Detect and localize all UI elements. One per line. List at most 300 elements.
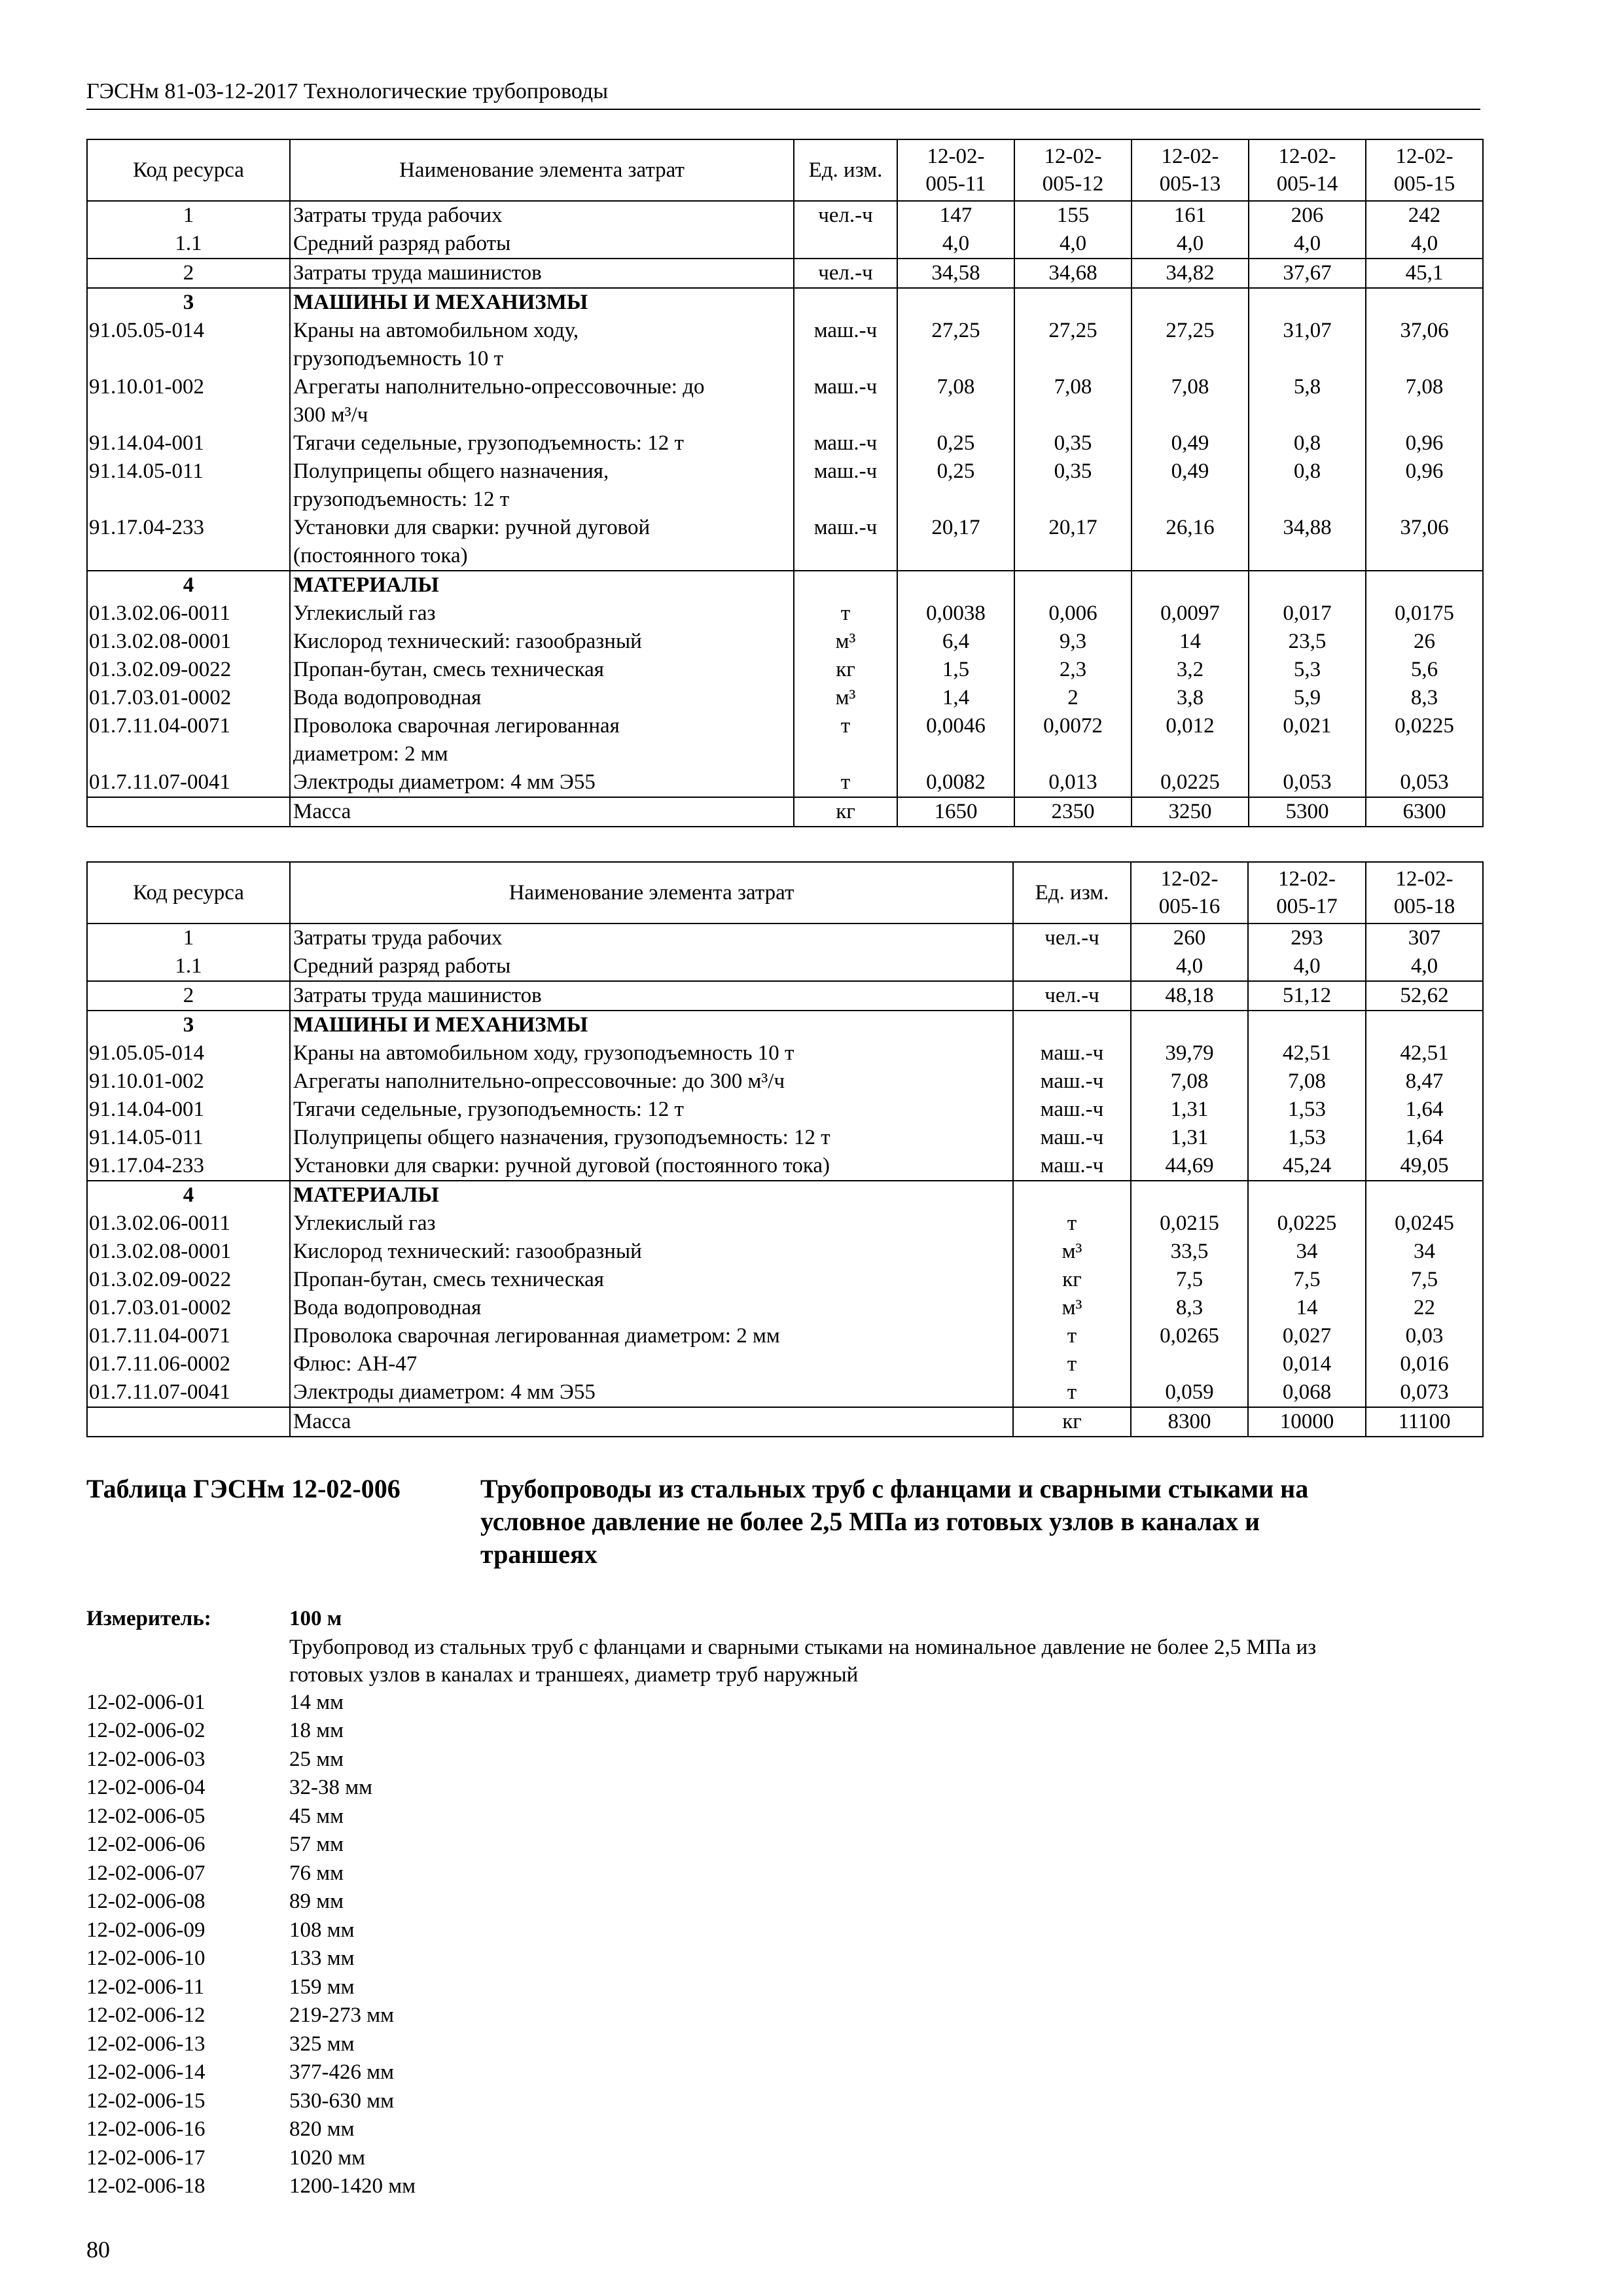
cell-cost-element-line: 300 м³/ч	[293, 403, 368, 427]
cell-unit: чел.-ч	[794, 259, 897, 288]
header-rate-code-line: 12-02-	[1161, 145, 1219, 168]
table-row	[87, 1322, 1483, 1350]
cell-resource-code: 91.10.01-002	[87, 1067, 290, 1096]
cell-value: 0,0175	[1366, 600, 1483, 628]
header-rate-code-line: 12-02-	[927, 145, 985, 168]
cell-resource-code: 91.10.01-002	[87, 373, 290, 429]
cell-cost-element-line: грузоподъемность 10 т	[293, 347, 504, 370]
cell-cost-element	[290, 1407, 1013, 1437]
cell-unit: т	[794, 712, 897, 768]
meter-item-code: 12-02-006-11	[86, 1975, 205, 1999]
cell-value: 307	[1366, 924, 1483, 952]
cell-cost-element-line: Затраты труда машинистов	[293, 984, 542, 1007]
table-row	[87, 317, 1483, 373]
cell-value: 34,82	[1132, 259, 1249, 288]
meter-item-code: 12-02-006-15	[86, 2089, 205, 2113]
meter-description	[289, 1634, 1487, 1689]
cell-value: 7,5	[1131, 1266, 1248, 1294]
cell-resource-code: 91.17.04-233	[87, 514, 290, 571]
cell-cost-element-line: Пропан-бутан, смесь техническая	[293, 1268, 604, 1291]
cell-cost-element-line: Агрегаты наполнительно-опрессовочные: до 300 м³/ч	[293, 1069, 785, 1093]
running-header: ГЭСНм 81-03-12-2017 Технологические трубопроводы	[86, 77, 1480, 110]
cell-resource-code: 01.3.02.06-0011	[87, 1210, 290, 1238]
cell-resource-code: 1.1	[87, 230, 290, 259]
header-rate-code-line: 12-02-	[1395, 867, 1454, 891]
cell-cost-element-line: Средний разряд работы	[293, 232, 511, 255]
meter-items-list	[86, 1689, 1487, 2201]
cell-value: 5300	[1249, 797, 1366, 827]
cell-unit: маш.-ч	[1013, 1124, 1131, 1152]
cell-unit: кг	[794, 797, 897, 827]
meter-item-diameter: 14 мм	[289, 1690, 344, 1714]
cell-cost-element	[290, 1322, 1013, 1350]
cell-value: 147	[897, 201, 1014, 230]
cell-cost-element	[290, 1181, 1013, 1210]
table-header-row	[87, 139, 1483, 201]
cell-value: 8,47	[1366, 1067, 1483, 1096]
header-rate-code	[1249, 139, 1366, 201]
cell-value: 0,8	[1249, 457, 1366, 514]
table-row	[87, 1039, 1483, 1067]
meter-item	[86, 1689, 1487, 1717]
cell-value: 7,5	[1248, 1266, 1366, 1294]
table-row	[87, 429, 1483, 457]
cell-cost-element-line: Вода водопроводная	[293, 1296, 482, 1319]
meter-item-diameter: 57 мм	[289, 1833, 344, 1856]
cell-cost-element	[290, 1266, 1013, 1294]
header-code: Код ресурса	[87, 862, 290, 924]
cell-resource-code: 1.1	[87, 952, 290, 981]
table-row	[87, 373, 1483, 429]
cell-cost-element-line: грузоподъемность: 12 т	[293, 488, 510, 511]
cell-value: 42,51	[1366, 1039, 1483, 1067]
meter-item	[86, 1945, 1487, 1973]
header-rate-code-line: 005-13	[1159, 172, 1221, 196]
cell-cost-element-line: Средний разряд работы	[293, 954, 511, 978]
meter-item-diameter: 108 мм	[289, 1918, 355, 1942]
cell-resource-code: 3	[87, 1011, 290, 1039]
meter-item-code: 12-02-006-03	[86, 1747, 205, 1771]
table-caption-title	[480, 1473, 1488, 1571]
cell-cost-element	[290, 1350, 1013, 1378]
cell-cost-element-line: Агрегаты наполнительно-опрессовочные: до	[293, 375, 705, 399]
table-row	[87, 656, 1483, 684]
cell-cost-element-line: Электроды диаметром: 4 мм Э55	[293, 1380, 596, 1404]
cell-value: 0,013	[1014, 768, 1132, 797]
cell-cost-element-line: Вода водопроводная	[293, 686, 482, 709]
cell-value: 33,5	[1131, 1238, 1248, 1266]
cell-value	[1366, 1181, 1483, 1210]
cell-value: 0,006	[1014, 600, 1132, 628]
meter-item-diameter: 530-630 мм	[289, 2089, 395, 2113]
cell-value: 45,1	[1366, 259, 1483, 288]
cell-resource-code: 91.05.05-014	[87, 1039, 290, 1067]
cell-cost-element-line: Затраты труда рабочих	[293, 204, 503, 227]
table-caption-title-line: Трубопроводы из стальных труб с фланцами и сварными стыками на	[480, 1474, 1309, 1503]
cell-value: 7,08	[1014, 373, 1132, 429]
cell-cost-element-line: Установки для сварки: ручной дуговой (постоянного тока)	[293, 1154, 830, 1177]
table-row	[87, 981, 1483, 1011]
meter-description-line: Трубопровод из стальных труб с фланцами и сварными стыками на номинальное давление не более 2,5 МПа из	[289, 1635, 1317, 1659]
cell-value: 0,027	[1248, 1322, 1366, 1350]
header-rate-code	[1131, 862, 1248, 924]
table-row	[87, 1011, 1483, 1039]
cell-value: 0,25	[897, 429, 1014, 457]
header-rate-code-line: 005-18	[1393, 895, 1455, 918]
header-name: Наименование элемента затрат	[290, 139, 794, 201]
cell-value: 260	[1131, 924, 1248, 952]
cell-unit	[1013, 1181, 1131, 1210]
cell-cost-element	[290, 1124, 1013, 1152]
table-row	[87, 1294, 1483, 1322]
header-rate-code	[1366, 862, 1483, 924]
cell-value: 37,06	[1366, 514, 1483, 571]
cell-value	[1131, 1350, 1248, 1378]
cell-value: 34	[1366, 1238, 1483, 1266]
cell-cost-element	[290, 1096, 1013, 1124]
cell-value: 8,3	[1131, 1294, 1248, 1322]
cell-unit: маш.-ч	[794, 514, 897, 571]
cell-value: 0,0225	[1248, 1210, 1366, 1238]
cell-value: 8300	[1131, 1407, 1248, 1437]
cell-value	[1014, 571, 1132, 600]
header-unit: Ед. изм.	[1013, 862, 1131, 924]
cell-value	[1132, 571, 1249, 600]
cell-value: 5,6	[1366, 656, 1483, 684]
cell-value: 293	[1248, 924, 1366, 952]
meter-item	[86, 1803, 1487, 1831]
cell-value: 0,017	[1249, 600, 1366, 628]
cell-cost-element	[290, 600, 794, 628]
table-row	[87, 684, 1483, 712]
cell-value: 27,25	[897, 317, 1014, 373]
meter-item-code: 12-02-006-04	[86, 1776, 205, 1799]
cell-cost-element	[290, 288, 794, 317]
cell-value: 34,58	[897, 259, 1014, 288]
header-unit: Ед. изм.	[794, 139, 897, 201]
cell-value	[897, 571, 1014, 600]
cell-cost-element-line: Краны на автомобильном ходу,	[293, 319, 579, 342]
cell-cost-element-line: Затраты труда рабочих	[293, 926, 503, 950]
table-header-row	[87, 862, 1483, 924]
meter-item-diameter: 25 мм	[289, 1747, 344, 1771]
cell-value: 42,51	[1248, 1039, 1366, 1067]
cell-value: 0,35	[1014, 429, 1132, 457]
cell-value: 37,06	[1366, 317, 1483, 373]
cell-unit	[794, 571, 897, 600]
cell-unit	[794, 230, 897, 259]
meter-item-code: 12-02-006-05	[86, 1804, 205, 1828]
cell-cost-element	[290, 797, 794, 827]
meter-item-code: 12-02-006-10	[86, 1946, 205, 1970]
header-rate-code-line: 005-12	[1042, 172, 1104, 196]
cell-cost-element	[290, 259, 794, 288]
cell-value: 2,3	[1014, 656, 1132, 684]
cell-value: 0,059	[1131, 1378, 1248, 1407]
cell-value: 0,016	[1366, 1350, 1483, 1378]
cell-value: 34	[1248, 1238, 1366, 1266]
cell-value: 0,96	[1366, 457, 1483, 514]
meter-item-diameter: 820 мм	[289, 2117, 355, 2141]
meter-item	[86, 2144, 1487, 2173]
header-rate-code-line: 005-11	[925, 172, 986, 196]
table-row	[87, 712, 1483, 768]
cell-resource-code: 91.14.05-011	[87, 1124, 290, 1152]
table-row	[87, 1067, 1483, 1096]
cell-value: 20,17	[1014, 514, 1132, 571]
cell-value: 23,5	[1249, 628, 1366, 656]
cell-resource-code: 1	[87, 201, 290, 230]
meter-item	[86, 2115, 1487, 2144]
cell-cost-element-line: Электроды диаметром: 4 мм Э55	[293, 770, 596, 794]
cell-cost-element-line: Полуприцепы общего назначения, грузоподъемность: 12 т	[293, 1126, 830, 1149]
cell-resource-code: 01.7.03.01-0002	[87, 1294, 290, 1322]
header-rate-code-line: 12-02-	[1278, 145, 1336, 168]
cell-cost-element-line: МАТЕРИАЛЫ	[293, 573, 439, 597]
meter-item	[86, 2087, 1487, 2116]
cell-cost-element	[290, 1152, 1013, 1181]
cell-value: 9,3	[1014, 628, 1132, 656]
cell-value: 161	[1132, 201, 1249, 230]
table-row	[87, 1238, 1483, 1266]
cell-cost-element-line: МАТЕРИАЛЫ	[293, 1183, 439, 1207]
table-row	[87, 1096, 1483, 1124]
cell-value: 0,0265	[1131, 1322, 1248, 1350]
table-row	[87, 571, 1483, 600]
cell-value: 51,12	[1248, 981, 1366, 1011]
cell-value: 0,0072	[1014, 712, 1132, 768]
cell-resource-code	[87, 1407, 290, 1437]
cell-resource-code: 01.3.02.09-0022	[87, 656, 290, 684]
meter-item	[86, 2058, 1487, 2087]
cell-unit: т	[1013, 1210, 1131, 1238]
cell-value: 48,18	[1131, 981, 1248, 1011]
cell-value	[1131, 1011, 1248, 1039]
meter-item	[86, 1888, 1487, 1916]
table-row	[87, 230, 1483, 259]
cell-cost-element-line: Тягачи седельные, грузоподъемность: 12 т	[293, 431, 684, 455]
meter-description-line: готовых узлов в каналах и траншеях, диаметр труб наружный	[289, 1662, 859, 1687]
cell-value: 7,08	[1366, 373, 1483, 429]
table-row	[87, 1210, 1483, 1238]
cell-unit: маш.-ч	[794, 373, 897, 429]
cell-value: 7,08	[897, 373, 1014, 429]
table-row	[87, 600, 1483, 628]
cell-unit: маш.-ч	[1013, 1067, 1131, 1096]
cell-resource-code: 91.14.04-001	[87, 429, 290, 457]
cell-value: 0,0038	[897, 600, 1014, 628]
cell-value	[1366, 571, 1483, 600]
table-row	[87, 924, 1483, 952]
cell-unit: кг	[794, 656, 897, 684]
cell-cost-element-line: МАШИНЫ И МЕХАНИЗМЫ	[293, 291, 588, 314]
cell-cost-element	[290, 317, 794, 373]
table-row	[87, 514, 1483, 571]
table-row	[87, 201, 1483, 230]
cell-value: 39,79	[1131, 1039, 1248, 1067]
cell-value: 4,0	[1014, 230, 1132, 259]
cell-unit	[794, 288, 897, 317]
cell-value: 1,5	[897, 656, 1014, 684]
cell-cost-element	[290, 1011, 1013, 1039]
cell-value: 206	[1249, 201, 1366, 230]
cell-unit: т	[1013, 1350, 1131, 1378]
meter-item-diameter: 76 мм	[289, 1861, 344, 1885]
cell-value: 34,68	[1014, 259, 1132, 288]
meter-item-code: 12-02-006-07	[86, 1861, 205, 1885]
cell-cost-element	[290, 684, 794, 712]
cell-value: 0,0225	[1132, 768, 1249, 797]
cell-unit: чел.-ч	[1013, 981, 1131, 1011]
header-rate-code	[1014, 139, 1132, 201]
cell-value: 5,9	[1249, 684, 1366, 712]
meter-item-diameter: 219-273 мм	[289, 2003, 395, 2027]
cell-value: 27,25	[1132, 317, 1249, 373]
cell-unit: чел.-ч	[794, 201, 897, 230]
meter-item	[86, 1831, 1487, 1859]
cell-cost-element	[290, 1039, 1013, 1067]
cell-cost-element	[290, 1378, 1013, 1407]
meter-item-code: 12-02-006-08	[86, 1890, 205, 1913]
cell-value: 10000	[1248, 1407, 1366, 1437]
cell-unit: т	[794, 600, 897, 628]
meter-item-diameter: 1020 мм	[289, 2145, 366, 2170]
meter-item-code: 12-02-006-16	[86, 2117, 205, 2141]
table-row	[87, 628, 1483, 656]
meter-item-code: 12-02-006-06	[86, 1833, 205, 1856]
meter-item	[86, 1746, 1487, 1774]
cell-value: 0,021	[1249, 712, 1366, 768]
cell-value: 8,3	[1366, 684, 1483, 712]
cell-unit	[1013, 952, 1131, 981]
cell-value	[1366, 288, 1483, 317]
meter-item-diameter: 32-38 мм	[289, 1776, 373, 1799]
cell-value: 27,25	[1014, 317, 1132, 373]
resource-table-005-16-18	[86, 861, 1484, 1437]
table-row	[87, 1407, 1483, 1437]
cell-value: 4,0	[1248, 952, 1366, 981]
header-code: Код ресурса	[87, 139, 290, 201]
cell-value: 5,8	[1249, 373, 1366, 429]
meter-item-code: 12-02-006-12	[86, 2003, 205, 2027]
meter-item-diameter: 133 мм	[289, 1946, 355, 1970]
meter-item	[86, 2172, 1487, 2201]
cell-cost-element-line: Тягачи седельные, грузоподъемность: 12 т	[293, 1098, 684, 1121]
cell-value	[1249, 288, 1366, 317]
cell-value: 0,25	[897, 457, 1014, 514]
cell-cost-element	[290, 514, 794, 571]
resource-table-005-11-15	[86, 139, 1484, 827]
meter-item-code: 12-02-006-14	[86, 2060, 205, 2084]
cell-cost-element-line: Затраты труда машинистов	[293, 261, 542, 285]
meter-item-code: 12-02-006-13	[86, 2032, 205, 2056]
cell-value: 0,49	[1132, 457, 1249, 514]
meter-item	[86, 1973, 1487, 2002]
cell-unit: м³	[794, 684, 897, 712]
meter-item-diameter: 1200-1420 мм	[289, 2174, 416, 2198]
cell-value: 1,64	[1366, 1096, 1483, 1124]
cell-resource-code: 01.7.11.06-0002	[87, 1350, 290, 1378]
cell-resource-code: 01.7.11.04-0071	[87, 712, 290, 768]
header-rate-code-line: 12-02-	[1278, 867, 1336, 891]
header-rate-code-line: 12-02-	[1160, 867, 1219, 891]
cell-value: 0,053	[1366, 768, 1483, 797]
header-rate-code-line: 12-02-	[1395, 145, 1454, 168]
meter-label: Измеритель:	[86, 1607, 211, 1630]
cell-value: 4,0	[1366, 952, 1483, 981]
meter-item-code: 12-02-006-18	[86, 2174, 205, 2198]
cell-value: 7,08	[1248, 1067, 1366, 1096]
cell-value: 22	[1366, 1294, 1483, 1322]
cell-cost-element	[290, 952, 1013, 981]
cell-cost-element-line: Кислород технический: газообразный	[293, 630, 642, 653]
cell-value	[1366, 1011, 1483, 1039]
meter-item	[86, 1774, 1487, 1803]
cell-resource-code: 01.3.02.08-0001	[87, 1238, 290, 1266]
cell-cost-element	[290, 1210, 1013, 1238]
table-row	[87, 952, 1483, 981]
cell-cost-element	[290, 571, 794, 600]
cell-resource-code: 01.3.02.06-0011	[87, 600, 290, 628]
cell-value: 7,5	[1366, 1266, 1483, 1294]
cell-unit: маш.-ч	[794, 457, 897, 514]
cell-value: 45,24	[1248, 1152, 1366, 1181]
cell-value: 0,0046	[897, 712, 1014, 768]
cell-value: 1650	[897, 797, 1014, 827]
cell-resource-code: 01.7.11.07-0041	[87, 768, 290, 797]
cell-unit	[1013, 1011, 1131, 1039]
cell-unit: м³	[1013, 1294, 1131, 1322]
cell-cost-element	[290, 628, 794, 656]
meter-item	[86, 1916, 1487, 1945]
header-rate-code	[1248, 862, 1366, 924]
cell-value: 52,62	[1366, 981, 1483, 1011]
cell-cost-element-line: Углекислый газ	[293, 601, 436, 625]
cell-value: 1,53	[1248, 1096, 1366, 1124]
cell-cost-element	[290, 712, 794, 768]
cell-resource-code: 01.7.11.07-0041	[87, 1378, 290, 1407]
cell-value: 0,49	[1132, 429, 1249, 457]
cell-resource-code: 1	[87, 924, 290, 952]
meter-item	[86, 2030, 1487, 2059]
cell-unit: маш.-ч	[794, 317, 897, 373]
cell-cost-element-line: Полуприцепы общего назначения,	[293, 459, 609, 483]
cell-value: 155	[1014, 201, 1132, 230]
cell-value: 49,05	[1366, 1152, 1483, 1181]
cell-cost-element	[290, 201, 794, 230]
cell-value: 0,0225	[1366, 712, 1483, 768]
cell-cost-element	[290, 230, 794, 259]
cell-resource-code: 01.3.02.08-0001	[87, 628, 290, 656]
cell-value: 0,8	[1249, 429, 1366, 457]
table-row	[87, 768, 1483, 797]
cell-value: 1,64	[1366, 1124, 1483, 1152]
cell-value: 0,03	[1366, 1322, 1483, 1350]
cell-resource-code: 01.7.11.04-0071	[87, 1322, 290, 1350]
cell-cost-element-line: Углекислый газ	[293, 1211, 436, 1235]
meter-item-code: 12-02-006-09	[86, 1918, 205, 1942]
cell-unit: маш.-ч	[1013, 1039, 1131, 1067]
cell-value: 37,67	[1249, 259, 1366, 288]
meter-item-diameter: 18 мм	[289, 1719, 344, 1742]
cell-value: 0,0245	[1366, 1210, 1483, 1238]
cell-unit: кг	[1013, 1407, 1131, 1437]
table-caption-title-line: условное давление не более 2,5 МПа из готовых узлов в каналах и	[480, 1507, 1260, 1536]
table-row	[87, 288, 1483, 317]
cell-value: 4,0	[1366, 230, 1483, 259]
table-row	[87, 1266, 1483, 1294]
cell-value: 0,0082	[897, 768, 1014, 797]
